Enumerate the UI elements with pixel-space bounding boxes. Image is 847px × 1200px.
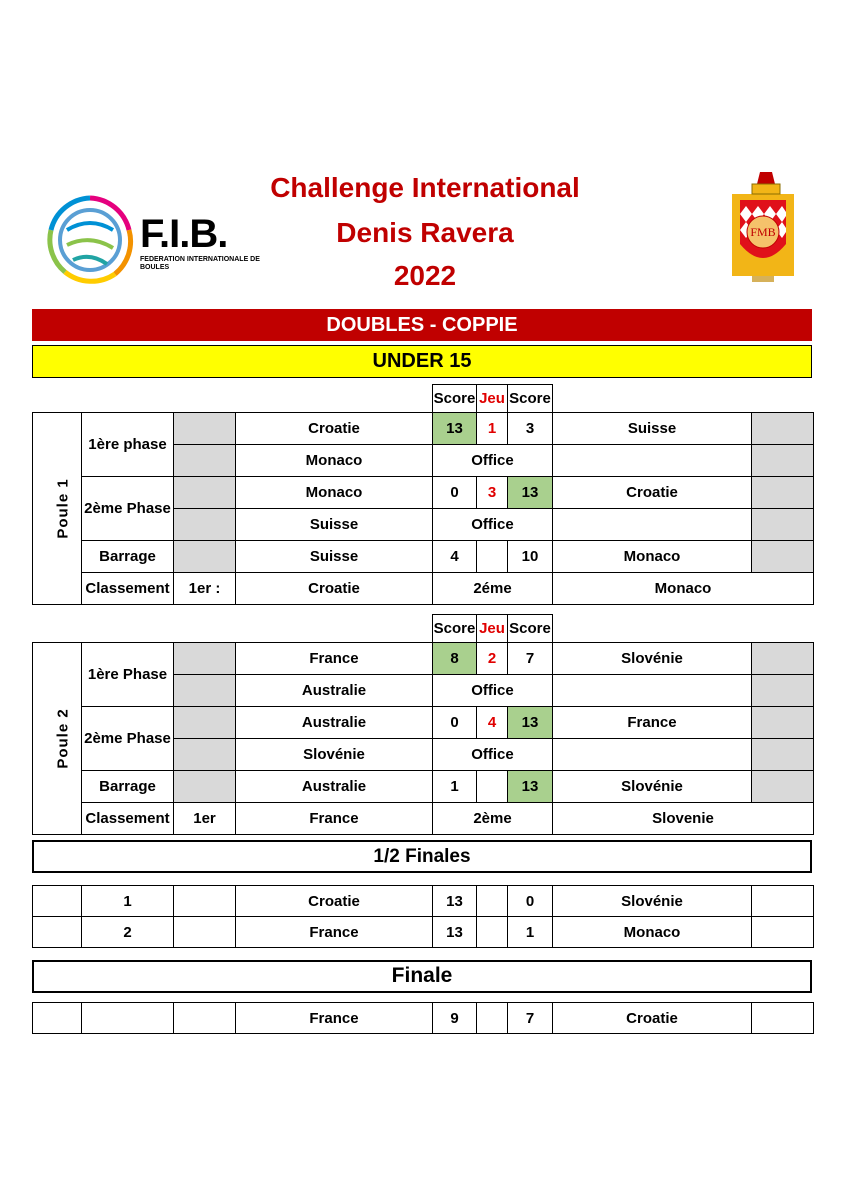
poule2-phase2-label: 2ème Phase [82,707,174,771]
team-a: Croatie [236,413,433,445]
final-title: Finale [32,960,812,993]
score-b: 10 [508,541,553,573]
fmb-crest-icon [722,166,802,286]
score-left-header: Score [433,385,477,413]
team-b: Suisse [553,413,752,445]
title-line-2: Denis Ravera [336,217,514,248]
poule1-phase1-label: 1ère phase [82,413,174,477]
poule1-phase2-label: 2ème Phase [82,477,174,541]
team-a: France [236,643,433,675]
poule2-barrage-label: Barrage [82,771,174,803]
poule1-label: Poule 1 [33,413,82,605]
jeu-value: 2 [477,643,508,675]
score-b: 13 [508,477,553,509]
second-place-team: Slovenie [553,803,814,835]
poule1-barrage-label: Barrage [82,541,174,573]
first-place-label: 1er [174,803,236,835]
fmb-crest-lettering: FMB [750,225,776,239]
score-left-header: Score [433,615,477,643]
fib-logo-subtitle: FEDERATION INTERNATIONALE DE BOULES [140,256,260,271]
jeu-header: Jeu [477,615,508,643]
jeu-value [477,771,508,803]
jeu-value: 4 [477,707,508,739]
team-a: Croatie [236,886,433,917]
score-a: 4 [433,541,477,573]
poule2-phase1-label: 1ère Phase [82,643,174,707]
team-b: Monaco [553,917,752,948]
score-a: 0 [433,477,477,509]
second-place-label: 2ème [433,803,553,835]
fib-logo-icon [45,190,135,290]
age-group-band: UNDER 15 [32,345,812,378]
score-b: 13 [508,707,553,739]
score-a: 13 [433,886,477,917]
office-label: Office [433,509,553,541]
fib-logo-text: F.I.B. [140,212,228,256]
score-a: 13 [433,413,477,445]
poule1-classement-label: Classement [82,573,174,605]
category-band: DOUBLES - COPPIE [32,309,812,341]
team-b: France [553,707,752,739]
score-b: 7 [508,1003,553,1034]
first-place-label: 1er : [174,573,236,605]
poule1-table [32,384,814,605]
final-table [32,1002,814,1034]
team-b: Slovénie [553,886,752,917]
second-place-team: Monaco [553,573,814,605]
semi-match-number: 2 [82,917,174,948]
score-b: 0 [508,886,553,917]
semi-finals-table [32,885,814,948]
first-place-team: France [236,803,433,835]
score-b: 3 [508,413,553,445]
jeu-value: 1 [477,413,508,445]
team-a: Monaco [236,477,433,509]
score-right-header: Score [508,385,553,413]
team-b: Monaco [553,541,752,573]
team-b: Croatie [553,1003,752,1034]
score-b: 7 [508,643,553,675]
fmb-crest [722,166,802,286]
score-a: 9 [433,1003,477,1034]
bye-team: Slovénie [236,739,433,771]
poule2-table [32,614,814,835]
team-a: Australie [236,771,433,803]
score-b: 13 [508,771,553,803]
team-a: Australie [236,707,433,739]
office-label: Office [433,445,553,477]
title-line-1: Challenge International [270,172,580,203]
score-a: 8 [433,643,477,675]
title-line-3: 2022 [393,260,457,291]
jeu-value: 3 [477,477,508,509]
score-b: 1 [508,917,553,948]
team-a: France [236,917,433,948]
team-a: Suisse [236,541,433,573]
team-b: Slovénie [553,643,752,675]
office-label: Office [433,675,553,707]
score-a: 0 [433,707,477,739]
score-right-header: Score [508,615,553,643]
team-b: Slovénie [553,771,752,803]
score-a: 1 [433,771,477,803]
poule2-classement-label: Classement [82,803,174,835]
semi-finals-title: 1/2 Finales [32,840,812,873]
second-place-label: 2éme [433,573,553,605]
jeu-value [477,541,508,573]
poule2-label: Poule 2 [33,643,82,835]
semi-match-number: 1 [82,886,174,917]
bye-team: Monaco [236,445,433,477]
team-a: France [236,1003,433,1034]
bye-team: Suisse [236,509,433,541]
first-place-team: Croatie [236,573,433,605]
bye-team: Australie [236,675,433,707]
office-label: Office [433,739,553,771]
team-b: Croatie [553,477,752,509]
jeu-header: Jeu [477,385,508,413]
score-a: 13 [433,917,477,948]
